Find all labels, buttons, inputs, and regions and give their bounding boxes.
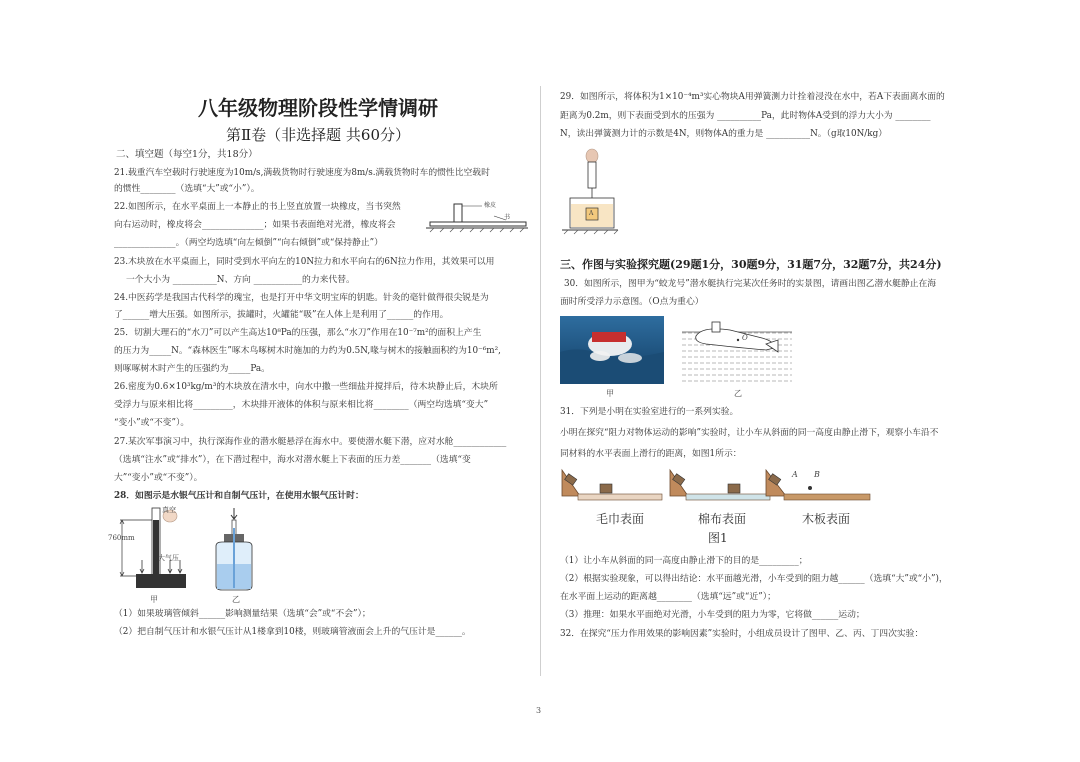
fig30-caption-a: 甲 — [606, 389, 614, 398]
q24-line1: 24.中医药学是我国古代科学的瑰宝，也是打开中华文明宝库的钥匙。针灸的毫针做得很尖锐是为 — [114, 293, 489, 303]
wood-surface-label: 木板表面 — [802, 512, 851, 526]
q22-line1: 22.如图所示，在水平桌面上一本静止的书上竖直放置一块橡皮，当书突然 — [114, 202, 401, 212]
q22-line2: 向右运动时，橡皮将会______________；如果书表面绝对光滑，橡皮将会 — [114, 220, 396, 230]
homemade-barometer-figure — [208, 506, 268, 596]
figure-1-caption: 图1 — [708, 531, 728, 545]
q21-line1: 21.载重汽车空载时行驶速度为10m/s,满载货物时行驶速度为8m/s.满载货物时车的惯性比空载时 — [114, 168, 490, 178]
q31-line3: 同材料的水平表面上滑行的距离，如图1所示： — [560, 449, 742, 459]
q30-line1: 30．如图所示，图甲为“蛟龙号”潜水艇执行完某次任务时的实景图，请画出图乙潜水艇静止在海 — [564, 279, 937, 289]
q28-stem: 28．如图示是水银气压计和自制气压计，在使用水银气压计时： — [114, 491, 364, 501]
q31-sub2: （2）根据实验现象，可以得出结论：水平面越光滑，小车受到的阻力越______（选填“大”或“小”)， — [560, 574, 948, 584]
eraser-label: 橡皮 — [484, 202, 497, 209]
page-title: 八年级物理阶段性学情调研 — [198, 96, 438, 120]
atm-pressure-label: 大气压 — [158, 554, 179, 562]
q22-line3: ______________。（两空均选填“向左倾倒”“向右倾倒”或“保持静止”） — [114, 238, 383, 248]
ramp-cotton-figure — [668, 466, 772, 506]
q27-line2: （选填“注水”或“排水”），在下潜过程中，海水对潜水艇上下表面的压力差_______（选填“变 — [114, 455, 471, 465]
q27-line1: 27.某次军事演习中，执行深海作业的潜水艇悬浮在海水中。要使潜水艇下潜，应对水舱____________ — [114, 437, 507, 447]
q25-line1: 25．切割大理石的“水刀”可以产生高达10⁸Pa的压强，那么“水刀”作用在10⁻⁷m²的面积上产生 — [114, 328, 482, 338]
section-3-heading: 三、作图与实验探究题(29题1分，30题9分，31题7分，32题7分，共24分) — [560, 258, 942, 271]
cotton-surface-label: 棉布表面 — [698, 512, 747, 526]
fig30-caption-b: 乙 — [734, 389, 742, 398]
q30-line2: 面时所受浮力示意图。（O点为重心） — [560, 297, 704, 307]
height-label: 760mm — [108, 534, 135, 542]
q31-sub2-cont: 在水平面上运动的距离越________（选填“远”或“近”）； — [560, 592, 776, 602]
q25-line2: 的压力为_____N。“森林医生”啄木鸟啄树木时施加的力约为0.5N,喙与树木的接触面积约为10⁻⁶m², — [114, 346, 501, 356]
q23-line2: 一个大小为 __________N、方向 ___________的力来代替。 — [126, 275, 355, 285]
q25-line3: 则啄啄树木时产生的压强约为_____Pa。 — [114, 364, 270, 374]
q27-line3: 大”“变小”或“不变”）。 — [114, 473, 203, 483]
q26-line1: 26.密度为0.6×10³kg/m³的木块放在清水中，向水中撒一些细盐并搅拌后，待木块静止后，木块所 — [114, 382, 498, 392]
q28-sub1: （1）如果玻璃管倾斜______影响测量结果（选填“会”或“不会”）； — [114, 609, 371, 619]
point-a-label: A — [792, 470, 798, 479]
q31-line1: 31．下列是小明在实验室进行的一系列实验。 — [560, 407, 739, 417]
submarine-drawing — [682, 318, 792, 382]
center-of-gravity-label: O — [742, 334, 748, 342]
q26-line2: 受浮力与原来相比将_________，木块排开液体的体积与原来相比将________（两空均选填“变大” — [114, 400, 489, 410]
section-2-heading: 二、填空题（每空1分，共18分） — [116, 149, 258, 160]
jiaolong-photo — [560, 316, 664, 384]
ramp-towel-figure — [560, 466, 664, 506]
q31-line2: 小明在探究“阻力对物体运动的影响”实验时，让小车从斜面的同一高度由静止滑下，观察小车沿不 — [560, 428, 939, 438]
q24-line2: 了______增大压强。如图所示，拔罐时，火罐能“吸”在人体上是利用了______的作用。 — [114, 310, 449, 320]
fig28-caption-a: 甲 — [150, 595, 158, 604]
fig28-caption-b: 乙 — [232, 595, 240, 604]
point-b-label: B — [814, 470, 820, 479]
q23-line1: 23.木块放在水平桌面上，同时受到水平向左的10N拉力和水平向右的6N拉力作用，其效果可以用 — [114, 257, 495, 267]
q31-sub1: （1）让小车从斜面的同一高度由静止滑下的目的是_________； — [560, 556, 808, 566]
spring-scale-figure — [560, 146, 620, 238]
q28-sub2: （2）把自制气压计和水银气压计从1楼拿到10楼，则玻璃管液面会上升的气压计是______。 — [114, 627, 471, 637]
q29-line1: 29．如图所示，将体积为1×10⁻⁴m³实心物块A用弹簧测力计拴着浸没在水中，若A下表面离水面的 — [560, 92, 945, 102]
q29-line3: N，读出弹簧测力计的示数是4N，则物体A的重力是 __________N。（g取10N/kg） — [560, 129, 887, 139]
q31-sub3: （3）推理：如果水平面绝对光滑，小车受到的阻力为零，它将做______运动； — [560, 610, 865, 620]
vacuum-label: 真空 — [162, 506, 176, 514]
block-a-label: A — [589, 210, 594, 217]
q26-line3: “变小”或“不变”）。 — [114, 418, 190, 428]
book-eraser-figure — [424, 198, 528, 234]
book-label: 书 — [504, 214, 511, 221]
towel-surface-label: 毛巾表面 — [596, 512, 645, 526]
q32-stem: 32．在探究“压力作用效果的影响因素”实验时，小组成员设计了图甲、乙、丙、丁四次实验： — [560, 629, 924, 639]
page-number: 3 — [536, 706, 542, 715]
column-divider — [540, 86, 541, 676]
q29-line2: 距离为0.2m，则下表面受到水的压强为 __________Pa，此时物体A受到的浮力大小为 ________ — [560, 111, 931, 121]
q21-line2: 的惯性________（选填“大”或“小”）。 — [114, 184, 260, 194]
page-subtitle: 第Ⅱ卷（非选择题 共60分） — [225, 126, 411, 144]
